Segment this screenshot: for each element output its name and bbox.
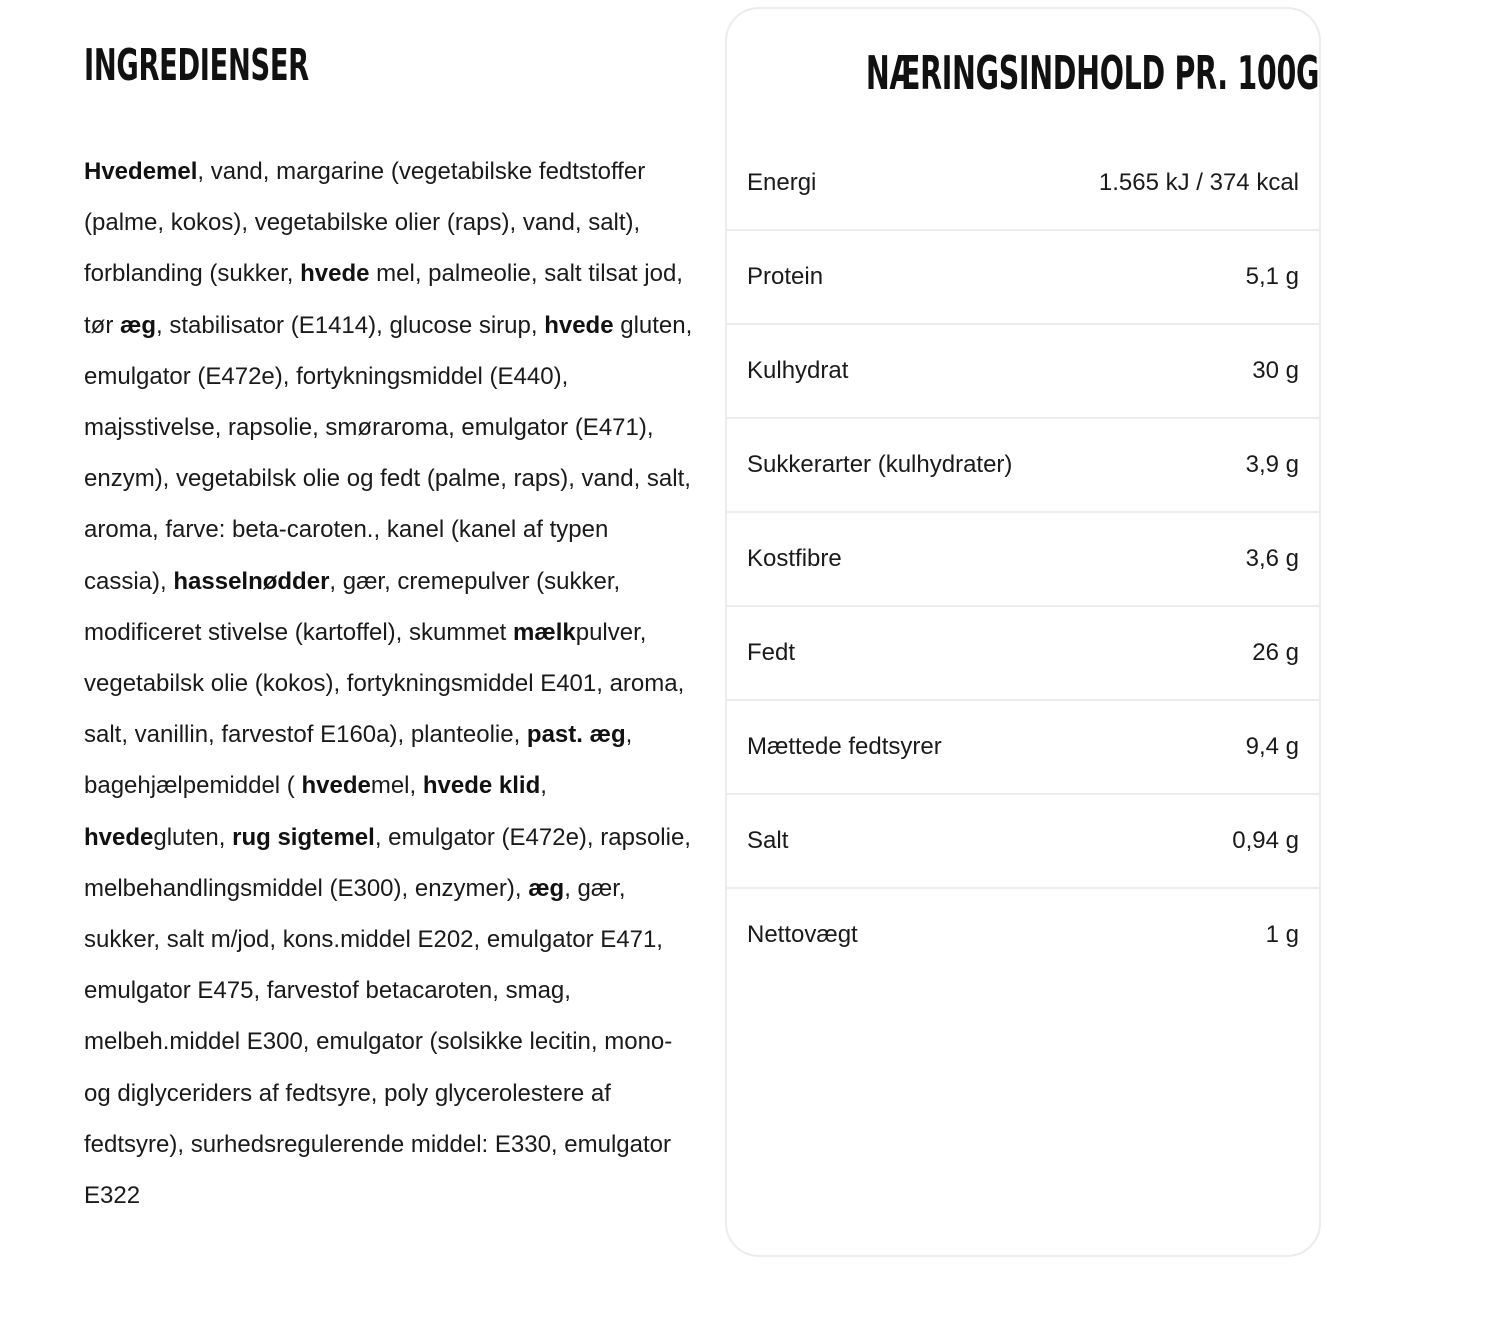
- ingredient-segment: , gær, cremepulver (sukker, modificeret stivelse (kartoffel), skummet: [84, 567, 621, 646]
- nutrition-value: 3,6 g: [1245, 545, 1299, 572]
- nutrition-label: Energi: [747, 169, 817, 196]
- ingredient-segment: mel, palmeolie, salt tilsat jod, tør: [84, 260, 683, 339]
- ingredient-segment: hvede: [84, 823, 154, 851]
- nutrition-row-kulhydrat: [727, 325, 1319, 419]
- nutrition-card: [725, 7, 1321, 1257]
- ingredient-segment: , stabilisator (E1414), glucose sirup,: [156, 311, 545, 339]
- ingredient-segment: pulver, vegetabilsk olie (kokos), fortykningsmiddel E401, aroma, salt, vanillin, farvestof E160a), planteolie,: [84, 618, 685, 749]
- nutrition-label: Protein: [747, 263, 824, 290]
- ingredient-segment: , vand, margarine (vegetabilske fedtstoffer (palme, kokos), vegetabilske olier (raps), vand, salt), forblanding (sukker,: [84, 158, 646, 288]
- nutrition-row-protein: [727, 231, 1319, 325]
- nutrition-row-sukkerarter: [727, 419, 1319, 513]
- nutrition-row-nettovaegt: [727, 889, 1319, 981]
- nutrition-label: Nettovægt: [747, 921, 858, 948]
- ingredients-text: [84, 146, 694, 1221]
- ingredient-segment: æg: [120, 311, 156, 339]
- ingredient-segment: Hvedemel: [84, 158, 198, 185]
- ingredients-section: [84, 40, 694, 1245]
- nutrition-label: Mættede fedtsyrer: [747, 733, 942, 760]
- ingredient-segment: mælk: [513, 618, 576, 646]
- nutrition-label: Sukkerarter (kulhydrater): [747, 451, 1013, 478]
- nutrition-table: [727, 137, 1319, 981]
- nutrition-value: 26 g: [1252, 639, 1299, 666]
- nutrition-label: Kostfibre: [747, 545, 842, 572]
- nutrition-row-kostfibre: [727, 513, 1319, 607]
- nutrition-value: 1.565 kJ / 374 kcal: [1098, 169, 1299, 196]
- ingredient-segment: hvede: [301, 772, 371, 800]
- nutrition-label: Salt: [747, 827, 789, 854]
- nutrition-label: Kulhydrat: [747, 357, 849, 384]
- ingredient-segment: ,: [540, 772, 547, 800]
- nutrition-row-fedt: [727, 607, 1319, 701]
- ingredient-segment: , emulgator (E472e), rapsolie, melbehandlingsmiddel (E300), enzymer),: [84, 823, 691, 902]
- nutrition-value: 30 g: [1252, 357, 1299, 384]
- nutrition-title-text: NÆRINGSINDHOLD PR. 100G: [865, 46, 1320, 100]
- nutrition-title: [727, 45, 1319, 101]
- ingredient-segment: , gær, sukker, salt m/jod, kons.middel E202, emulgator E471, emulgator E475, farvestof betacaroten, smag, melbeh.middel E300, emulgator (solsikke lecitin, mono- og diglyceriders af fedtsyre, poly glycerolestere af fedtsyre), surhedsregulerende middel: E330, emulgator E322: [84, 874, 673, 1210]
- ingredient-segment: mel,: [370, 772, 423, 800]
- nutrition-row-salt: [727, 795, 1319, 889]
- ingredient-segment: hvede klid: [422, 772, 541, 800]
- nutrition-row-maettede-fedtsyrer: [727, 701, 1319, 795]
- ingredient-segment: , bagehjælpemiddel (: [84, 721, 633, 800]
- nutrition-value: 1 g: [1265, 921, 1299, 948]
- ingredient-segment: rug sigtemel: [232, 823, 375, 851]
- nutrition-label: Fedt: [747, 639, 796, 666]
- nutrition-value: 9,4 g: [1245, 733, 1299, 760]
- ingredient-segment: gluten, emulgator (E472e), fortykningsmiddel (E440), majsstivelse, rapsolie, smøraroma, emulgator (E471), enzym), vegetabilsk olie og fedt (palme, raps), vand, salt, aroma, farve: beta-caroten., kanel (kanel af typen cassia),: [84, 311, 693, 595]
- nutrition-value: 3,9 g: [1245, 451, 1299, 478]
- nutrition-value: 5,1 g: [1245, 263, 1299, 290]
- ingredient-segment: past. æg: [526, 721, 626, 749]
- ingredient-segment: hasselnødder: [173, 567, 330, 595]
- nutrition-row-energi: [727, 137, 1319, 231]
- ingredient-segment: hvede: [300, 260, 370, 288]
- ingredients-title: INGREDIENSER: [84, 40, 309, 91]
- ingredient-segment: æg: [528, 874, 565, 902]
- nutrition-value: 0,94 g: [1232, 827, 1299, 854]
- ingredient-segment: gluten,: [153, 823, 233, 851]
- ingredient-segment: hvede: [544, 311, 614, 339]
